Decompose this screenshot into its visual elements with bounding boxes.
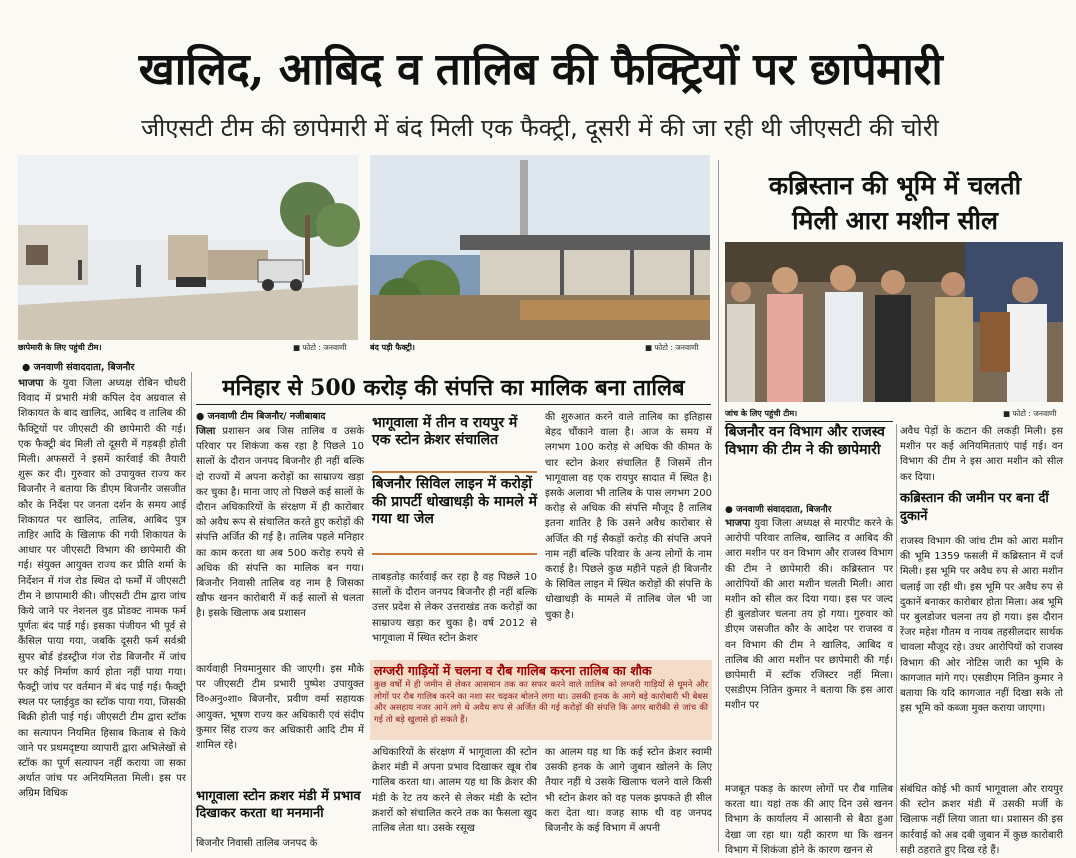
photo-closed-factory xyxy=(370,155,710,340)
story3-top-rule xyxy=(725,421,893,422)
story3-subhead2: कब्रिस्तान की जमीन पर बना दीं दुकानें xyxy=(900,491,1049,524)
photo1-credit: ■ फोटो : जनवाणी xyxy=(293,343,347,352)
photo2-caption: बंद पड़ी फैक्ट्री। xyxy=(370,343,415,352)
story2-col3b: का आलम यह था कि कई स्टोन क्रेशर स्वामी उसकी हनक के आगे जुबान खोलने के लिए तैयार नहीं थे उसके खिलाफ चलने वाले किसी भी स्टोन क्रेशर को वह पलक झपकते ही सील करा देता था। वजह साफ थी वह जनपद बिजनौर के कई विभाग में अपनी xyxy=(545,747,712,835)
divider-1 xyxy=(191,372,192,852)
main-headline: खालिद, आबिद व तालिब की फैक्ट्रियों पर छापेमारी xyxy=(138,44,943,95)
story1-body: के युवा जिला अध्यक्ष रोबिन चौधरी विवाद में प्रभारी मंत्री कपिल देव अग्रवाल से शिकायत के बाद खालिद, आबिद व तालिब की फैक्ट्रियों पर जीएसटी की छापेमारी की गई। एक फैक्ट्री बंद मिली तो दूसरी में गड़बड़ी होती मिली। अफसरों ने इसमें कार्रवाई की तैयारी शुरू कर दी। गुरुवार को उपायुक्त राज्य कर बिजनौर ने बताया कि डीएम बिजनौर जसजीत कौर के निर्देश पर जनता दर्शन के समय आई शिकायत पर खालिद, तालिब, आबिद पुत्र ताहिर आदि के खिलाफ की गयी शिकायत के आधार पर जीएसटी विभाग की छापेमारी की गई। संयुक्त आयुक्त राज्य कर प्रीति शर्मा के निर्देशन में गंज रोड स्थित दो फर्मों में जीएसटी टीम ने छापामारी की। जीएसटी टीम द्वारा जांच किये जाने पर नेशनल वुड प्रोडक्ट नामक फर्म पूर्णतः बंद पाई गई। इसका पंजीयन भी पूर्व से कैंसिल पाया गया, जबकि दूसरी फर्म सर्वश्री सुपर बोर्ड इंडस्ट्रीज गंज रोड बिजनौर में जांच पर कोई निर्माण कार्य होता नहीं पाया गया। फैक्ट्री जांच पर वर्तमान में बंद पाई गई। फैक्ट्री स्थल पर प्लाईवुड का स्टॉक पाया गया, जिसकी बिक्री होती पाई गई। जीएसटी टीम द्वारा स्टॉक का सत्यापन नियमित हिसाब किताब से किये जाने पर प्रथमदृष्टया व्यापारी द्वारा अभिलेखों से स्टॉक का पूर्ण सत्यापन नहीं कराया जा सका अर्थात जांच पर अनियमितता मिली। इस पर अग्रिम विधिक xyxy=(18,378,186,800)
story3-headline-line1: कब्रिस्तान की भूमि में चलती xyxy=(768,171,1022,200)
story2-subhead3: भागूवाला स्टोन क्रशर मंडी में प्रभाव दिखाकर करता था मनमानी xyxy=(196,789,361,821)
story2-box-text: कुछ वर्षों में ही जमीन से लेकर आसमान तक का सफर करने वाले तालिब को लग्जरी गाड़ियों से घूमने और लोगों पर रौब गालिब करने का नशा सर चढ़कर बोलने लगा था। उसकी हनक के आगे बड़े कारोबारी भी बेबस और असहाय नजर आने लगे थे अवैध रूप से अर्जित की गई करोड़ों की संपत्ति कि अगर बारीकी से जांच की गई तो बड़े खुलासे हो सकते हैं। xyxy=(374,680,708,725)
main-subheadline: जीएसटी टीम की छापेमारी में बंद मिली एक फैक्ट्री, दूसरी में की जा रही थी जीएसटी की चोरी xyxy=(141,114,939,142)
story3-headline-line2: मिली आरा मशीन सील xyxy=(792,206,998,235)
photo3-caption: जांच के लिए पहुंची टीम। xyxy=(725,409,798,418)
story2-col3: की शुरुआत करने वाले तालिब का इतिहास बेहद चौंकाने वाला है। आज के समय में लगभग 100 करोड़ से अधिक की कीमत के चार स्टोन क्रेशर संचालित हैं जिसमें तीन भागूवाला वह एक रायपुर सादात में स्थित है। इसके अलावा भी तालिब के पास लगभग 200 करोड़ से अधिक की संपत्ति मौजूद है तालिब इतना शातिर है कि उसने अवैध कारोबार से अर्जित की गई सैकड़ों करोड़ की संपत्ति अपने नाम नहीं बल्कि परिवार के अन्य लोगों के नाम कराई है। पिछले कुछ महीने पहले ही बिजनौर के सिविल लाइन में स्थित करोड़ों की संपत्ति के धोखाधड़ी के मामले में तालिब जेल भी जा चुका है। xyxy=(545,412,712,621)
photo1-caption: छापेमारी के लिए पहुंची टीम। xyxy=(18,343,102,352)
story3-col1 xyxy=(725,516,893,774)
story2-lead: जिला xyxy=(196,426,216,437)
story2-col1c: बिजनौर निवासी तालिब जनपद के xyxy=(196,838,318,849)
photo3-credit: ■ फोटो : जनवाणी xyxy=(1003,409,1057,418)
story2-subhead2: बिजनौर सिविल लाइन में करोड़ों की प्रापर्टी धोखाधड़ी के मामले में गया था जेल xyxy=(372,476,537,527)
photo2-credit: ■ फोटो : जनवाणी xyxy=(645,343,699,352)
story2-col2b: अधिकारियों के संरक्षण में भागूवाला की स्टोन क्रेशर मंडी में अपना प्रभाव दिखाकर खूब रोब गालिब करता था। आलम यह था कि क्रेशर की मंडी के रेट तय करने से लेकर मंडी के स्टोन क्रशरों को संचालित करने तक का फैसला खुद तालिब लेता था। उसके रसूख xyxy=(372,747,537,835)
story1-lead: भाजपा xyxy=(18,378,44,389)
story2-col2: ताबड़तोड़ कार्रवाई कर रहा है वह पिछले 10 सालों के दौरान जनपद बिजनौर ही नहीं बल्कि उत्तर प्रदेश से लेकर उत्तराखंड तक करोड़ों का साम्राज्य खड़ा कर चुका है। वर्ष 2012 से भागूवाला में स्थित स्टोन क्रेशर xyxy=(372,572,537,644)
story2-subhead-rule xyxy=(372,471,537,473)
divider-2 xyxy=(718,160,719,852)
story2-col1-body: प्रशासन अब जिस तालिब व उसके परिवार पर शिकंजा कस रहा है पिछले 10 सालों के दौरान जनपद बिजनौर ही नहीं बल्कि दो राज्यों में अपना करोड़ों का साम्राज्य खड़ा कर चुका है। माना जाए तो पिछले कई सालों के दौरान अधिकारियों के संरक्षण में ही कारोबार को अवैध रूप से संचालित करते हुए करोड़ों की संपत्ति अर्जित की गई है। तालिब पहले मनिहार का काम करता था अब 500 करोड़ रुपये से अधिक की संपत्ति का मालिक बन गया। बिजनौर निवासी तालिब वह नाम है जिसका खौफ खनन कारोबारी में कई सालों से चलता है। इसके खिलाफ अब प्रशासन xyxy=(196,426,364,620)
story3-col2: अवैध पेड़ों के कटान की लकड़ी मिली। इस मशीन पर कई अनियमितताएं पाई गई। वन विभाग की टीम ने इस आरा मशीन को सील कर दिया। xyxy=(900,426,1063,483)
story3-lead: भाजपा xyxy=(725,518,751,529)
divider-3 xyxy=(896,424,897,852)
story3-subhead: बिजनौर वन विभाग और राजस्व विभाग की टीम ने की छापेमारी xyxy=(725,424,885,458)
story2-highlight-box xyxy=(370,660,712,740)
photo-closed-factory-image xyxy=(370,155,710,340)
story2-rule xyxy=(196,404,711,405)
photo-inspection-team xyxy=(725,242,1063,402)
story3-headline xyxy=(725,168,1065,238)
story1-byline: ● जनवाणी संवाददाता, बिजनौर xyxy=(22,362,135,373)
story3-col1b: मजबूत पकड़ के कारण लोगों पर रौब गालिब करता था। यहां तक की आए दिन उसे खनन विभाग के कार्यालय में आसानी से बैठा हुआ देखा जा रहा था। यही कारण था कि खनन विभाग में शिकंजा होने के कारण खनन से xyxy=(725,784,893,856)
story1-text xyxy=(18,376,186,852)
story2-subhead1: भागूवाला में तीन व रायपुर में एक स्टोन क्रेशर संचालित xyxy=(372,415,518,448)
story2-col1 xyxy=(196,424,364,654)
story3-col1-body: युवा जिला अध्यक्ष से मारपीट करने के आरोपी परिवार तालिब, खालिद व आबिद की आरा मशीन पर वन विभाग और राजस्व विभाग की टीम ने छापेमारी की। कब्रिस्तान पर आरोपियों की आरा मशीन चलती मिली। आरा मशीन को सील कर दिया गया। इस पर जल्द ही बुलडोजर चलना तय हो गया। गुरुवार को डीएम जसजीत कौर के आदेश पर राजस्व व वन विभाग की टीम ने खालिद, आबिद व तालिब की आरा मशीन पर छापेमारी की गई। छापेमारी में स्टॉक रजिस्टर नहीं मिला। एसडीएम नितिन कुमार ने बताया कि इस आरा मशीन पर xyxy=(725,518,893,712)
photo-raid-team-image xyxy=(18,155,358,340)
story2-byline: ● जनवाणी टीम बिजनौर/ नजीबाबाद xyxy=(196,411,326,422)
story2-subhead2-rule xyxy=(372,553,537,555)
story2-col1b: कार्यवाही नियमानुसार की जाएगी। इस मौके पर जीएसटी टीम प्रभारी पुष्पेश उपायुक्त वि०अनु०शा० बिजनौर, प्रवीण वर्मा सहायक आयुक्त, भूषण राज्य कर अधिकारी एवं संदीप कुमार सिंह राज्य कर अधिकारी आदि टीम में शामिल रहे। xyxy=(196,664,364,752)
photo-raid-team xyxy=(18,155,358,340)
photo-inspection-team-image xyxy=(725,242,1063,402)
story3-byline: ● जनवाणी संवाददाता, बिजनौर xyxy=(725,505,832,515)
story3-col2b: राजस्व विभाग की जांच टीम को आरा मशीन की भूमि 1359 फसली में कब्रिस्तान में दर्ज मिली। इस भूमि पर अवैध रुप से आरा मशीन चलाई जा रही थी। इस भूमि पर अवैध रुप से दुकानें बनाकर कारोबार होता मिला। अब भूमि पर बुलडोजर चलना तय हो गया। इस दौरान रेंजर महेश गौतम व नायब तहसीलदार सार्थक चावला मौजूद रहे। उधर आरोपियों को राजस्व विभाग की ओर नोटिस जारी का भूमि के कागजात मांगे गए। एसडीएम नितिन कुमार ने बताया कि यदि कागजात नहीं दिखा सके तो इस भूमि को कब्जा मुक्त कराया जाएगा। xyxy=(900,536,1063,715)
story2-headline: मनिहार से 500 करोड़ की संपत्ति का मालिक बना तालिब xyxy=(222,375,685,401)
story2-box-headline: लग्जरी गाड़ियों में चलना व रौब गालिब करना तालिब का शौक xyxy=(374,663,652,678)
story3-col2c: संबंधित कोई भी कार्य भागूवाला और रायपुर की स्टोन क्रशर मंडी में उसकी मर्जी के खिलाफ नहीं लिया जाता था। प्रशासन की इस कार्रवाई को अब दबी जुबान में कुछ कारोबारी सही ठहराते हुए दिख रहे हैं। xyxy=(900,784,1063,856)
